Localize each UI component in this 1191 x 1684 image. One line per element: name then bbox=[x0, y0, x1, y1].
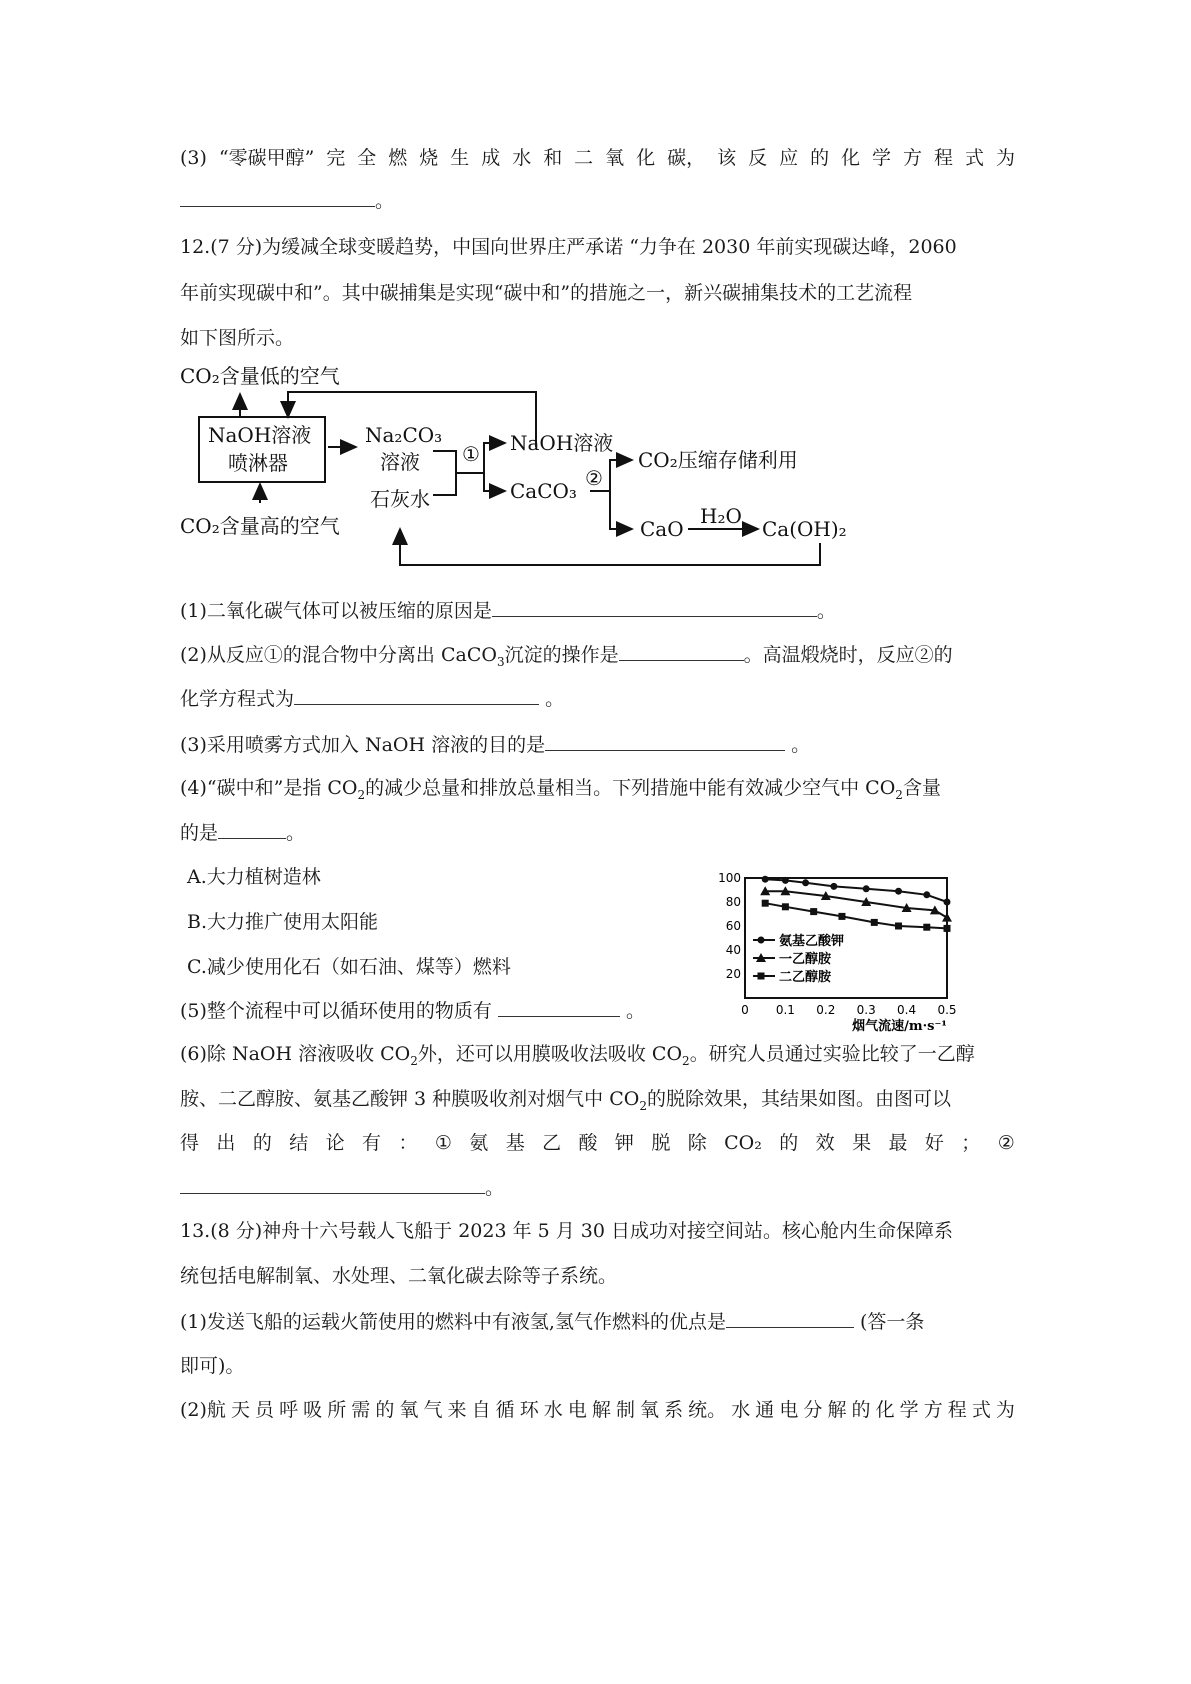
q11-3-char: 和 bbox=[543, 147, 563, 169]
q11-3-answer-line: 。 bbox=[180, 188, 394, 213]
x-tick-label: 0.4 bbox=[897, 1003, 917, 1017]
legend-marker bbox=[758, 937, 765, 944]
q13-p2-char: 自 bbox=[471, 1399, 491, 1421]
q11-3-char: 该 bbox=[717, 147, 737, 169]
q12-p6c-char: ② bbox=[997, 1132, 1015, 1154]
cao-label: CaO bbox=[640, 517, 684, 541]
q12-p6c-char: 结 bbox=[289, 1132, 309, 1154]
co2-storage-label: CO₂压缩存储利用 bbox=[638, 448, 798, 472]
q12-p6d: 。 bbox=[180, 1175, 504, 1200]
q13-p2-char: 系 bbox=[664, 1399, 684, 1421]
q11-3-char: “零碳甲醇” bbox=[218, 147, 315, 169]
y-tick-label: 40 bbox=[725, 943, 741, 957]
q12-p6c-char: 果 bbox=[852, 1132, 872, 1154]
series-line bbox=[765, 879, 947, 902]
option-b[interactable]: B.大力推广使用太阳能 bbox=[187, 911, 379, 933]
q12-p2a: (2)从反应①的混合物中分离出 CaCO$_3$沉淀的操作是 。高温煅烧时，反应②的 bbox=[180, 644, 953, 669]
sprayer-label-2: 喷淋器 bbox=[228, 451, 288, 475]
q12-p6c bbox=[180, 1131, 1015, 1155]
q12-p6c-char: 氨 bbox=[469, 1132, 489, 1154]
q11-3-char: 全 bbox=[357, 147, 377, 169]
q13-p2-char: 分 bbox=[803, 1399, 823, 1421]
q11-3-char: 的 bbox=[810, 147, 830, 169]
q12-p6c-char: ： bbox=[398, 1132, 418, 1154]
data-point bbox=[782, 903, 789, 910]
q12-p6c-char: 好 bbox=[924, 1132, 944, 1154]
data-point bbox=[895, 923, 902, 930]
limewater-label: 石灰水 bbox=[370, 487, 430, 511]
q13-p2-char: 水 bbox=[731, 1399, 751, 1421]
q12-p2b: 化学方程式为 。 bbox=[180, 688, 565, 710]
q12-p6c-char: 论 bbox=[325, 1132, 345, 1154]
q11-3-char: 碳， bbox=[667, 147, 706, 169]
air-high-label: CO₂含量高的空气 bbox=[180, 514, 340, 538]
q12-p6c-char: CO₂ bbox=[724, 1132, 762, 1154]
legend-label: 二乙醇胺 bbox=[779, 970, 832, 985]
process-flow-diagram bbox=[180, 364, 870, 585]
q13-p2-char: 来 bbox=[447, 1399, 467, 1421]
q13-p2-char: 的 bbox=[375, 1399, 395, 1421]
option-a[interactable]: A.大力植树造林 bbox=[187, 866, 321, 888]
q13-p2-char: 所 bbox=[327, 1399, 347, 1421]
q11-3-char: 化 bbox=[636, 147, 656, 169]
q13-p2-char: 通 bbox=[755, 1399, 775, 1421]
data-point bbox=[923, 891, 930, 898]
q13-p2-char: 氧 bbox=[640, 1399, 660, 1421]
q12-p5: (5)整个流程中可以循环使用的物质有 。 bbox=[180, 1000, 646, 1022]
x-tick-label: 0.3 bbox=[856, 1003, 876, 1017]
y-tick-label: 60 bbox=[725, 919, 741, 933]
y-tick-label: 20 bbox=[725, 967, 741, 981]
data-point bbox=[923, 924, 930, 931]
absorption-chart bbox=[715, 871, 957, 1034]
q12-p4b: 的是 。 bbox=[180, 822, 306, 844]
x-axis-label: 烟气流速/m·s⁻¹ bbox=[852, 1019, 947, 1034]
q11-3-char: 反 bbox=[748, 147, 768, 169]
data-point bbox=[810, 908, 817, 915]
q11-3-char: 方 bbox=[903, 147, 923, 169]
q12-p6c-char: 脱 bbox=[651, 1132, 671, 1154]
q13-p2-char: 为 bbox=[995, 1399, 1015, 1421]
q13-p1b: 即可)。 bbox=[180, 1355, 245, 1377]
na2co3-solution-label: 溶液 bbox=[380, 450, 420, 474]
q13-intro-line-2: 统包括电解制氧、水处理、二氧化碳去除等子系统。 bbox=[180, 1265, 618, 1287]
q12-p6c-char: 基 bbox=[505, 1132, 525, 1154]
q13-p2-char: 氧 bbox=[399, 1399, 419, 1421]
q12-p6c-char: 效 bbox=[815, 1132, 835, 1154]
q11-3-char: (3) bbox=[180, 147, 207, 169]
q13-p2-char: 制 bbox=[615, 1399, 635, 1421]
q12-p1: (1)二氧化碳气体可以被压缩的原因是 。 bbox=[180, 600, 836, 622]
x-tick-label: 0.1 bbox=[775, 1003, 795, 1017]
q11-3-char: 为 bbox=[995, 147, 1015, 169]
q12-intro-line-1: 12.(7 分)为缓减全球变暖趋势，中国向世界庄严承诺 “力争在 2030 年前实现碳达峰，2060 bbox=[180, 236, 957, 258]
q13-p2-char: 解 bbox=[827, 1399, 847, 1421]
data-point bbox=[838, 913, 845, 920]
q13-p2-char: 化 bbox=[875, 1399, 895, 1421]
q12-p6c-char: 出 bbox=[216, 1132, 236, 1154]
q11-3-char: 水 bbox=[512, 147, 532, 169]
plot-frame bbox=[745, 878, 947, 998]
q12-intro-line-2: 年前实现碳中和”。其中碳捕集是实现“碳中和”的措施之一，新兴碳捕集技术的工艺流程 bbox=[180, 282, 913, 304]
q13-p2-char: 呼 bbox=[279, 1399, 299, 1421]
answer-blank[interactable] bbox=[180, 1175, 485, 1194]
answer-blank[interactable] bbox=[294, 686, 539, 705]
q13-p2 bbox=[180, 1398, 1015, 1422]
legend-label: 一乙醇胺 bbox=[779, 952, 832, 967]
q12-intro-line-3: 如下图所示。 bbox=[180, 327, 295, 349]
air-low-text: CO₂含量低的空气 bbox=[180, 364, 340, 388]
data-point bbox=[802, 879, 809, 886]
h2o-label: H₂O bbox=[700, 504, 742, 528]
q12-p6c-char: 的 bbox=[779, 1132, 799, 1154]
q13-p2-char: 环 bbox=[519, 1399, 539, 1421]
data-point bbox=[762, 876, 769, 883]
q13-p2-char: (2)航 bbox=[180, 1399, 226, 1421]
q13-p2-char: 气 bbox=[423, 1399, 443, 1421]
x-tick-label: 0 bbox=[741, 1003, 749, 1017]
answer-blank[interactable] bbox=[492, 598, 817, 617]
q12-p3: (3)采用喷雾方式加入 NaOH 溶液的目的是 。 bbox=[180, 734, 811, 756]
data-point bbox=[944, 899, 951, 906]
q13-p2-char: 方 bbox=[923, 1399, 943, 1421]
q11-3-char: 式 bbox=[964, 147, 984, 169]
q13-p2-char: 电 bbox=[779, 1399, 799, 1421]
q12-p6c-char: ； bbox=[961, 1132, 981, 1154]
data-point bbox=[863, 885, 870, 892]
q11-3-char: 程 bbox=[934, 147, 954, 169]
data-point bbox=[782, 877, 789, 884]
q12-p6b: 胺、二乙醇胺、氨基乙酸钾 3 种膜吸收剂对烟气中 $CO_2$的脱除效果，其结果如图。由图可以 bbox=[180, 1088, 951, 1113]
q13-p1a: (1)发送飞船的运载火箭使用的燃料中有液氢,氢气作燃料的优点是 (答一条 bbox=[180, 1311, 925, 1333]
q13-p2-char: 的 bbox=[851, 1399, 871, 1421]
answer-blank[interactable] bbox=[619, 642, 744, 661]
q13-p2-char: 解 bbox=[591, 1399, 611, 1421]
q13-p2-char: 电 bbox=[567, 1399, 587, 1421]
q13-intro-line-1: 13.(8 分)神舟十六号载人飞船于 2023 年 5 月 30 日成功对接空间站。核心舱内生命保障系 bbox=[180, 1220, 954, 1242]
q13-p2-char: 程 bbox=[947, 1399, 967, 1421]
option-c[interactable]: C.减少使用化石（如石油、煤等）燃料 bbox=[187, 956, 511, 978]
answer-blank[interactable] bbox=[498, 998, 620, 1017]
na2co3-label: Na₂CO₃ bbox=[365, 423, 443, 447]
q12-p6c-char: 钾 bbox=[614, 1132, 634, 1154]
data-point bbox=[944, 925, 951, 932]
sprayer-label-1: NaOH溶液 bbox=[208, 423, 312, 447]
q13-p2-char: 水 bbox=[543, 1399, 563, 1421]
data-point bbox=[830, 883, 837, 890]
q13-p2-char: 循 bbox=[495, 1399, 515, 1421]
naoh-label: NaOH溶液 bbox=[510, 431, 614, 455]
q11-3-line bbox=[180, 146, 1015, 170]
q12-p4a: (4)“碳中和”是指 $CO_2$的减少总量和排放总量相当。下列措施中能有效减少空气中 $CO_2$含量 bbox=[180, 777, 941, 802]
caoh2-label: Ca(OH)₂ bbox=[762, 517, 847, 541]
series-line bbox=[765, 891, 947, 917]
q12-p6c-char: 最 bbox=[888, 1132, 908, 1154]
legend-marker bbox=[758, 973, 765, 980]
data-point bbox=[762, 900, 769, 907]
q11-3-char: 成 bbox=[481, 147, 501, 169]
answer-blank[interactable] bbox=[726, 1309, 854, 1328]
q11-3-char: 化 bbox=[841, 147, 861, 169]
series-line bbox=[765, 903, 947, 928]
y-tick-label: 100 bbox=[718, 871, 741, 885]
q12-p6c-char: 有 bbox=[362, 1132, 382, 1154]
data-point bbox=[942, 913, 952, 922]
q11-3-char: 应 bbox=[779, 147, 799, 169]
q11-3-char: 燃 bbox=[388, 147, 408, 169]
q13-p2-char: 天 bbox=[230, 1399, 250, 1421]
q13-p2-char: 吸 bbox=[303, 1399, 323, 1421]
answer-blank[interactable] bbox=[180, 188, 375, 207]
q11-3-char: 生 bbox=[450, 147, 470, 169]
q11-3-char: 氧 bbox=[605, 147, 625, 169]
q13-p2-char: 员 bbox=[255, 1399, 275, 1421]
q12-p6a: (6)除 NaOH 溶液吸收 $CO_2$外，还可以用膜吸收法吸收 $CO_2$。研究人员通过实验比较了一乙醇 bbox=[180, 1043, 975, 1068]
caco3-label: CaCO₃ bbox=[510, 479, 577, 503]
q13-p2-char: 统。 bbox=[688, 1399, 727, 1421]
y-tick-label: 80 bbox=[725, 895, 741, 909]
step-2-label: ② bbox=[585, 466, 603, 490]
q11-3-char: 烧 bbox=[419, 147, 439, 169]
q11-3-char: 二 bbox=[574, 147, 594, 169]
q12-p6c-char: 得 bbox=[180, 1132, 200, 1154]
data-point bbox=[871, 919, 878, 926]
q13-p2-char: 需 bbox=[351, 1399, 371, 1421]
q12-p6c-char: 的 bbox=[252, 1132, 272, 1154]
q13-p2-char: 学 bbox=[899, 1399, 919, 1421]
answer-blank[interactable] bbox=[218, 820, 286, 839]
x-tick-label: 0.5 bbox=[937, 1003, 957, 1017]
q11-3-char: 完 bbox=[326, 147, 346, 169]
step-1-label: ① bbox=[462, 442, 480, 466]
q13-p2-char: 式 bbox=[971, 1399, 991, 1421]
q11-3-char: 学 bbox=[872, 147, 892, 169]
q12-p6c-char: 除 bbox=[687, 1132, 707, 1154]
answer-blank[interactable] bbox=[545, 732, 785, 751]
q12-p6c-char: 乙 bbox=[542, 1132, 562, 1154]
q12-p6c-char: 酸 bbox=[578, 1132, 598, 1154]
q12-p6c-char: ① bbox=[434, 1132, 452, 1154]
legend-label: 氨基乙酸钾 bbox=[779, 934, 845, 949]
data-point bbox=[895, 888, 902, 895]
x-tick-label: 0.2 bbox=[816, 1003, 836, 1017]
